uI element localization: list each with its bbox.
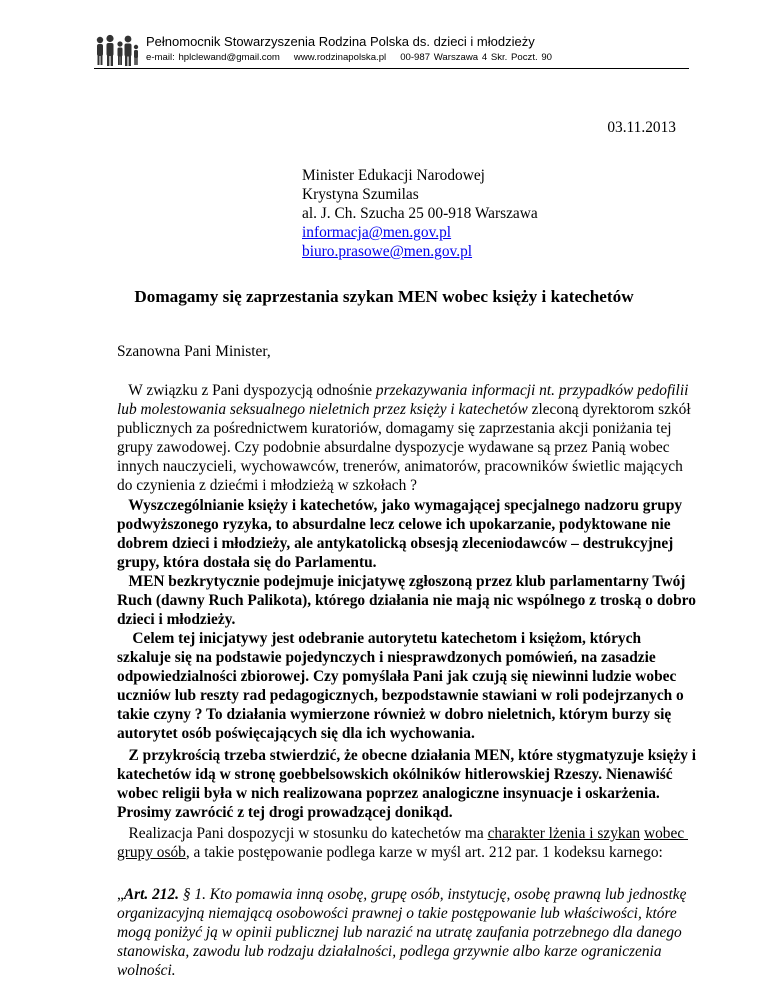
paragraph-3 [117, 746, 697, 822]
text-line: mogą poniżyć ją w opinii publicznej lub narazić na utratę zaufania potrzebnego dla danego [117, 924, 682, 941]
paragraph-2 [117, 496, 696, 743]
text-span: Realizacja Pani dospozycji w stosunku do katechetów ma [117, 825, 488, 842]
letterhead-email[interactable]: e-mail: hplclewand@gmail.com [146, 52, 280, 63]
text-line: grupy zawodowej. Czy podobnie absurdalne dyspozycje wydawane są przez Panią wobec [117, 439, 670, 456]
text-line: wobec religii była w nich realizowana poprzez analogiczne insynuacje i oskarżenia. [117, 785, 660, 802]
underlined-span: wobec [643, 825, 688, 842]
opening-quote-mark: „ [117, 886, 124, 903]
text-line: Wyszczególnianie księży i katechetów, jako wymagającej specjalnego nadzoru grupy [117, 497, 683, 514]
text-span: § 1. Kto pomawia inną osobę, grupę osób, instytucję, osobę prawną lub jednostkę [179, 886, 687, 903]
letter-title: Domagamy się zaprzestania szykan MEN wobec księży i katechetów [134, 287, 634, 306]
text-line: stanowiska, zawodu lub rodzaju działalności, podlega grzywnie albo karze ograniczenia [117, 943, 662, 960]
text-line: podwyższonego ryzyka, to absurdalne lecz celowe ich upokarzanie, podyktowane nie [117, 516, 671, 533]
italic-span: przekazywania informacji nt. przypadków pedofilii [375, 382, 689, 399]
text-line: MEN bezkrytycznie podejmuje inicjatywę zgłoszoną przez klub parlamentarny Twój [117, 573, 686, 590]
contact-line [146, 52, 566, 64]
text-line: do czynienia z dziećmi i młodzieżą w szkołach ? [117, 477, 417, 494]
text-line: dobrem dzieci i młodzieży, ale antykatolicką obsesją zleceniodawców – destrukcyjnej [117, 535, 674, 552]
paragraph-1 [117, 381, 691, 495]
text-line: Celem tej inicjatywy jest odebranie autorytetu katechetom i księżom, których [117, 630, 642, 647]
text-span: , a takie postępowanie podlega karze w myśl art. 212 par. 1 kodeksu karnego: [185, 844, 663, 861]
organization-name: Pełnomocnik Stowarzyszenia Rodzina Polska ds. dzieci i młodzieży [146, 34, 535, 49]
italic-span: lub molestowania seksualnego nieletnich przez księży i katechetów [117, 401, 528, 418]
family-figures-icon [94, 34, 140, 68]
letter-date: 03.11.2013 [607, 119, 676, 136]
salutation: Szanowna Pani Minister, [117, 343, 271, 360]
letterhead-divider [94, 68, 689, 69]
underlined-span: charakter lżenia i szykan [487, 825, 641, 842]
text-line: dzieci i młodzieży. [117, 611, 236, 628]
letterhead-website[interactable]: www.rodzinapolska.pl [293, 52, 387, 63]
text-line: katechetów idą w stronę goebbelsowskich okólników hitlerowskiej Rzeszy. Nienawiść [117, 766, 673, 783]
text-line: publicznych za pośrednictwem kuratoriów, domagamy się zaprzestania akcji poniżania tej [117, 420, 672, 437]
addressee-email-link[interactable]: informacja@men.gov.pl [302, 224, 452, 241]
underlined-span: grupy osób [117, 844, 186, 861]
text-line [117, 885, 687, 904]
text-span: zleconą dyrektorom szkół [527, 401, 691, 418]
text-line: wolności. [117, 962, 176, 979]
legal-quote [117, 885, 687, 980]
addressee-email-link[interactable]: biuro.prasowe@men.gov.pl [302, 243, 473, 260]
text-line [117, 381, 689, 400]
addressee-block [302, 166, 538, 261]
article-reference: Art. 212. [123, 886, 180, 903]
text-line: innych nauczycieli, wychowawców, trenerów, animatorów, pracowników świetlic mających [117, 458, 683, 475]
text-line: szkaluje się na podstawie pojedynczych i niesprawdzonych pomówień, na zasadzie [117, 649, 656, 666]
addressee-line: Minister Edukacji Narodowej [302, 167, 485, 184]
text-line [117, 843, 663, 862]
text-line: Z przykrością trzeba stwierdzić, że obecne działania MEN, które stygmatyzuje księży i [117, 747, 697, 764]
text-span: W związku z Pani dyspozycją odnośnie [117, 382, 376, 399]
text-line: autorytet osób poświęcających się dla ich wychowania. [117, 725, 475, 742]
text-line: takie czyny ? To działania wymierzone również w dobro nieletnich, którym burzy się [117, 706, 672, 723]
text-line: uczniów lub reszty rad pedagogicznych, bezpodstawnie stawiani w roli podejrzanych o [117, 687, 684, 704]
letterhead-address: 00-987 Warszawa 4 Skr. Poczt. 90 [400, 52, 553, 63]
addressee-line: al. J. Ch. Szucha 25 00-918 Warszawa [302, 205, 538, 222]
addressee-line: Krystyna Szumilas [302, 186, 419, 203]
text-line: grupy, która dostała się do Parlamentu. [117, 554, 377, 571]
text-line: Prosimy zawrócić z tej drogi prowadzącej donikąd. [117, 804, 453, 821]
text-line [117, 824, 688, 843]
text-line [117, 400, 691, 419]
text-line: organizacyjną niemającą osobowości prawnej o takie postępowanie lub właściwości, które [117, 905, 677, 922]
paragraph-4 [117, 824, 688, 862]
text-line: odpowiedzialności zbiorowej. Czy pomyślała Pani jak czują się niewinni ludzie wobec [117, 668, 677, 685]
text-line: Ruch (dawny Ruch Palikota), którego działania nie mają nic wspólnego z troską o dobro [117, 592, 696, 609]
